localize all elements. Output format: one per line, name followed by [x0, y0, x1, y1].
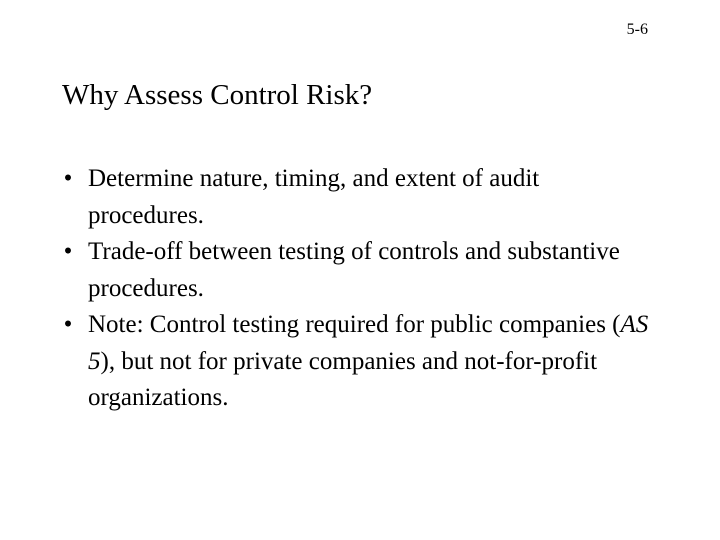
bullet-dot-icon: •	[63, 165, 73, 192]
bullet-item-nature-timing-extent	[58, 161, 658, 234]
bullet-item-trade-off	[58, 234, 658, 307]
bullet-list	[58, 161, 658, 417]
bullet-dot-icon: •	[63, 311, 73, 338]
bullet-emphasis-standard: AS 5	[88, 311, 649, 375]
bullet-text-after: ), but not for private companies and not-for-profit organizations.	[88, 347, 598, 411]
bullet-dot-icon: •	[63, 238, 73, 265]
slide-title: Why Assess Control Risk?	[62, 79, 373, 111]
page-number: 5-6	[626, 21, 648, 38]
bullet-item-note	[58, 307, 658, 417]
bullet-text: Determine nature, timing, and extent of audit procedures.	[88, 165, 540, 229]
bullet-text: Trade-off between testing of controls and substantive procedures.	[88, 238, 620, 302]
bullet-text-before: Note: Control testing required for public companies (	[88, 311, 621, 338]
